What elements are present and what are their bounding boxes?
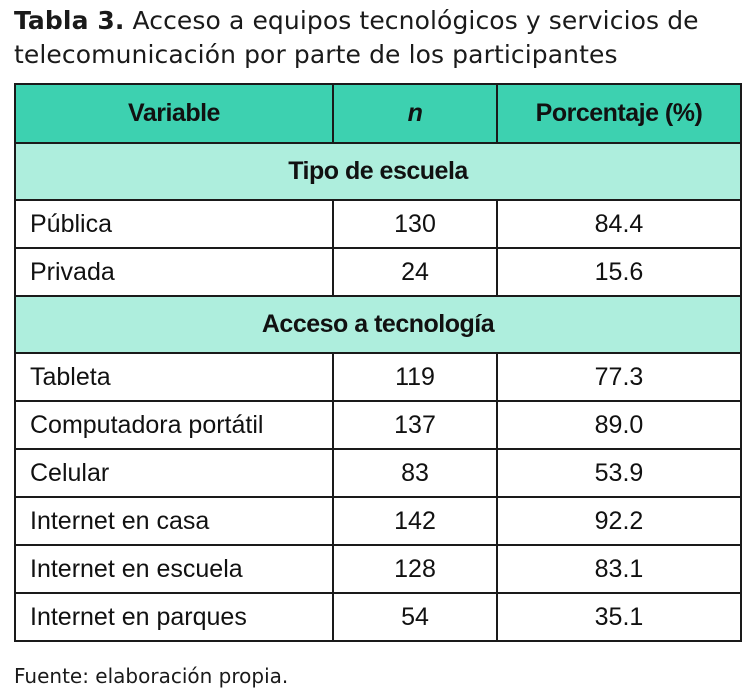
cell-variable: Pública (15, 200, 333, 248)
cell-n: 137 (333, 401, 497, 449)
cell-variable: Privada (15, 248, 333, 296)
table-row (15, 449, 741, 497)
cell-n: 119 (333, 353, 497, 401)
table-row (15, 593, 741, 641)
table-caption (14, 4, 749, 72)
cell-porcentaje: 77.3 (497, 353, 741, 401)
cell-variable: Internet en parques (15, 593, 333, 641)
table-row (15, 200, 741, 248)
cell-n: 130 (333, 200, 497, 248)
cell-porcentaje: 83.1 (497, 545, 741, 593)
cell-porcentaje: 15.6 (497, 248, 741, 296)
cell-porcentaje: 53.9 (497, 449, 741, 497)
table-row (15, 248, 741, 296)
cell-n: 83 (333, 449, 497, 497)
source-note: Fuente: elaboración propia. (14, 664, 289, 688)
cell-variable: Internet en escuela (15, 545, 333, 593)
section-title: Acceso a tecnología (15, 296, 741, 353)
header-variable: Variable (15, 84, 333, 143)
section-row-acceso-tecnologia (15, 296, 741, 353)
header-n: n (333, 84, 497, 143)
cell-porcentaje: 84.4 (497, 200, 741, 248)
cell-n: 54 (333, 593, 497, 641)
cell-porcentaje: 89.0 (497, 401, 741, 449)
cell-porcentaje: 35.1 (497, 593, 741, 641)
cell-variable: Celular (15, 449, 333, 497)
cell-variable: Tableta (15, 353, 333, 401)
table-row (15, 497, 741, 545)
table-row (15, 545, 741, 593)
cell-n: 128 (333, 545, 497, 593)
header-porcentaje: Porcentaje (%) (497, 84, 741, 143)
table-row (15, 401, 741, 449)
cell-porcentaje: 92.2 (497, 497, 741, 545)
data-table (14, 83, 742, 642)
section-row-tipo-escuela (15, 143, 741, 200)
table-row (15, 353, 741, 401)
cell-variable: Internet en casa (15, 497, 333, 545)
cell-n: 24 (333, 248, 497, 296)
section-title: Tipo de escuela (15, 143, 741, 200)
caption-text: Acceso a equipos tecnológicos y servicios de telecomunicación por parte de los participantes (14, 6, 699, 69)
caption-label: Tabla 3. (14, 6, 125, 35)
cell-variable: Computadora portátil (15, 401, 333, 449)
cell-n: 142 (333, 497, 497, 545)
header-row (15, 84, 741, 143)
